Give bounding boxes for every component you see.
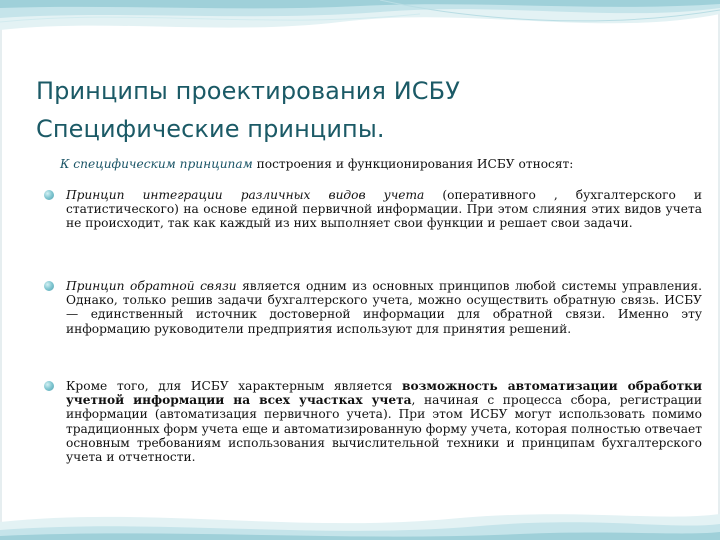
- bullet-text: является одним из основных принципов любой системы управления. Однако, только решив задачи бухгалтерского учета, можно осуществить обратную связь. ИСБУ — единственный источник достоверной информации для обратной связи. Именно эту информацию руководители предприятия используют для принятия решений.: [66, 279, 702, 336]
- title-line-1: Принципы проектирования ИСБУ: [36, 77, 460, 105]
- bullet-lead: Принцип интеграции различных видов учета: [66, 188, 425, 202]
- top-wave-decoration: [0, 0, 720, 62]
- list-item: [40, 188, 702, 231]
- list-item: [40, 379, 702, 464]
- bullet-lead-prefix: Кроме того, для ИСБУ характерным является: [66, 379, 402, 393]
- bullet-icon: [44, 381, 54, 391]
- bullet-text: (оперативного , бухгалтерского и статистического) на основе единой первичной информации. При этом слияния этих видов учета не происходит, так как каждый из них выполняет свои функции и решает свои задачи.: [66, 188, 702, 231]
- intro-emphasis: К специфическим принципам: [60, 157, 253, 171]
- bullet-lead: Принцип обратной связи: [66, 279, 237, 293]
- intro-text: [60, 157, 700, 171]
- bullet-text: , начиная с процесса сбора, регистрации информации (автоматизация первичного учета). При этом ИСБУ могут использовать помимо традиционных форм учета еще и автоматизированную форму учета, которая полностью отвечает основным требованиям использования вычислительной техники и принципам бухгалтерского учета и отчетности.: [66, 393, 702, 465]
- bullet-icon: [44, 190, 54, 200]
- slide-title: [36, 72, 676, 148]
- intro-rest: построения и функционирования ИСБУ относят:: [252, 157, 574, 171]
- bottom-wave-decoration: [0, 500, 720, 540]
- bullet-lead: возможность автоматизации обработки учетной информации на всех участках учета: [66, 379, 702, 408]
- list-item: [40, 279, 702, 336]
- bullet-icon: [44, 281, 54, 291]
- title-line-2: Специфические принципы.: [36, 115, 385, 143]
